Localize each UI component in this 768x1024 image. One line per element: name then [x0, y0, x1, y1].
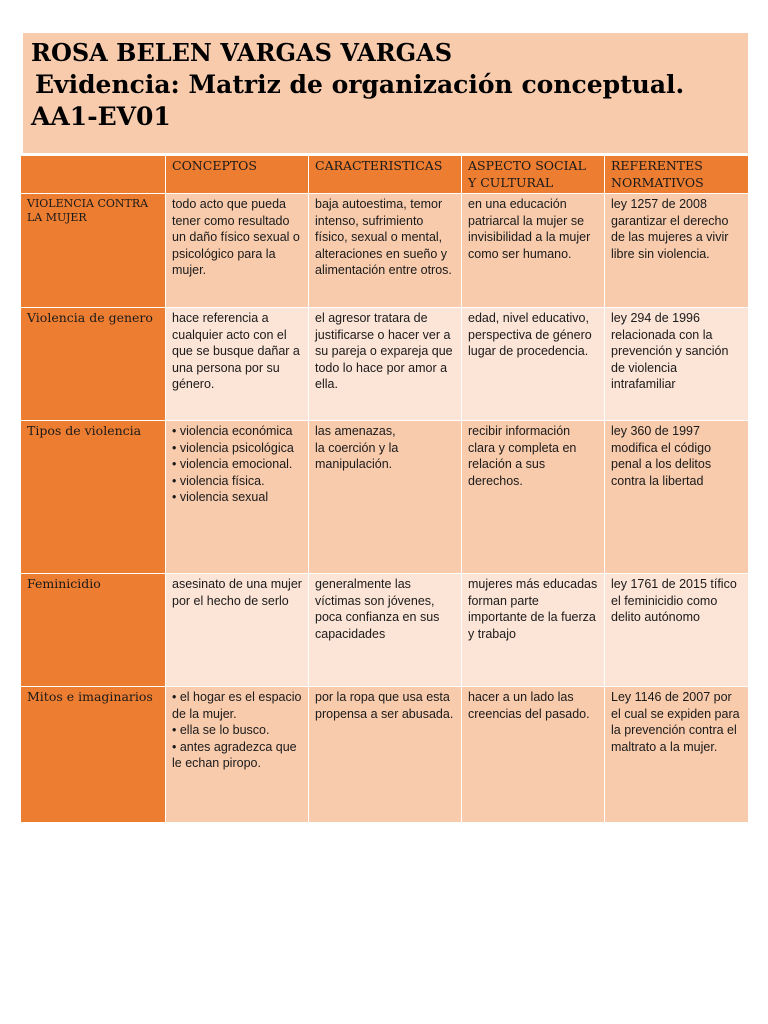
cell-conceptos: asesinato de una mujer por el hecho de serlo: [166, 574, 309, 687]
list-item: • el hogar es el espacio: [172, 690, 302, 704]
list-item: • violencia económica: [172, 424, 293, 438]
cell-caracteristicas: el agresor tratara de justificarse o hacer ver a su pareja o expareja que todo lo hace por amor a ella.: [309, 308, 462, 421]
row-label: VIOLENCIA CONTRA LA MUJER: [21, 194, 166, 308]
cell-caracteristicas: generalmente las víctimas son jóvenes, poca confianza en sus capacidades: [309, 574, 462, 687]
table-row: [21, 574, 749, 687]
list-item: de la mujer.: [172, 706, 237, 721]
author-name: ROSA BELEN VARGAS VARGAS: [31, 38, 453, 67]
cell-conceptos: todo acto que pueda tener como resultado un daño físico sexual o psicológico para la mujer.: [166, 194, 309, 308]
header-empty: [21, 156, 166, 194]
header-aspecto: ASPECTO SOCIAL Y CULTURAL: [462, 156, 605, 194]
cell-aspecto: mujeres más educadas forman parte importante de la fuerza y trabajo: [462, 574, 605, 687]
row-label: Violencia de genero: [21, 308, 166, 421]
cell-aspecto: recibir información clara y completa en relación a sus derechos.: [462, 421, 605, 574]
header-conceptos: CONCEPTOS: [166, 156, 309, 194]
list-item: • antes agradezca que: [172, 739, 297, 754]
cell-caracteristicas: por la ropa que usa esta propensa a ser abusada.: [309, 687, 462, 823]
table-row: [21, 421, 749, 574]
cell-caracteristicas: baja autoestima, temor intenso, sufrimiento físico, sexual o mental, alteraciones en sueño y alimentación entre otros.: [309, 194, 462, 308]
list-item: • violencia psicológica: [172, 440, 294, 455]
cell-caracteristicas: [309, 421, 462, 574]
cell-aspecto: en una educación patriarcal la mujer se invisibilidad a la mujer como ser humano.: [462, 194, 605, 308]
table-row: [21, 687, 749, 823]
document-title: Evidencia: Matriz de organización conceptual.: [35, 70, 685, 99]
list-item: • violencia emocional.: [172, 457, 293, 471]
cell-referentes: ley 1761 de 2015 tífico el feminicidio como delito autónomo: [605, 574, 749, 687]
list-item: • violencia física.: [172, 473, 265, 488]
row-label: Feminicidio: [21, 574, 166, 687]
document-title-box: [23, 33, 748, 153]
list-item: las amenazas,: [315, 424, 396, 438]
cell-conceptos: hace referencia a cualquier acto con el que se busque dañar a una persona por su género.: [166, 308, 309, 421]
cell-aspecto: hacer a un lado las creencias del pasado.: [462, 687, 605, 823]
cell-conceptos: [166, 687, 309, 823]
row-label: Tipos de violencia: [21, 421, 166, 574]
document-code: AA1-EV01: [31, 102, 171, 131]
header-caracteristicas: CARACTERISTICAS: [309, 156, 462, 194]
concept-matrix-table: [20, 155, 749, 823]
list-item: le echan piropo.: [172, 756, 261, 770]
cell-referentes: ley 360 de 1997 modifica el código penal a los delitos contra la libertad: [605, 421, 749, 574]
cell-referentes: ley 1257 de 2008 garantizar el derecho de las mujeres a vivir libre sin violencia.: [605, 194, 749, 308]
cell-aspecto: edad, nivel educativo, perspectiva de género lugar de procedencia.: [462, 308, 605, 421]
header-row: [21, 156, 749, 194]
list-item: la coerción y la manipulación.: [315, 440, 399, 471]
cell-referentes: ley 294 de 1996 relacionada con la prevención y sanción de violencia intrafamiliar: [605, 308, 749, 421]
row-label: Mitos e imaginarios: [21, 687, 166, 823]
cell-conceptos: [166, 421, 309, 574]
table-row: [21, 194, 749, 308]
list-item: • ella se lo busco.: [172, 723, 270, 737]
cell-referentes: Ley 1146 de 2007 por el cual se expiden para la prevención contra el maltrato a la mujer.: [605, 687, 749, 823]
header-referentes: REFERENTES NORMATIVOS: [605, 156, 749, 194]
table-row: [21, 308, 749, 421]
list-item: • violencia sexual: [172, 490, 269, 504]
